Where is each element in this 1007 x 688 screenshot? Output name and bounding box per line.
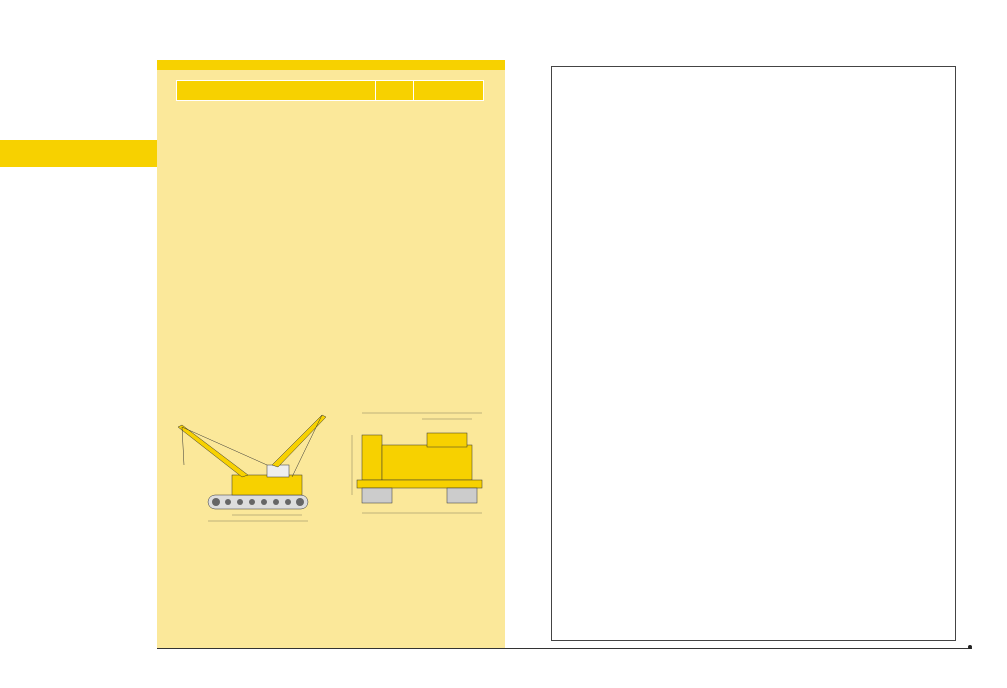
contents-bar	[0, 140, 157, 167]
spec-panel	[157, 60, 505, 648]
header-items	[177, 81, 376, 101]
spec-table	[176, 80, 484, 101]
overall-dimension-drawing	[172, 405, 502, 525]
main-parts-table	[551, 66, 956, 641]
crane-side-view	[178, 415, 326, 509]
page-rule	[157, 648, 972, 649]
header-data	[414, 81, 484, 101]
header-unit	[376, 81, 414, 101]
page-marker	[968, 645, 972, 649]
crane-rear-view	[357, 433, 482, 503]
